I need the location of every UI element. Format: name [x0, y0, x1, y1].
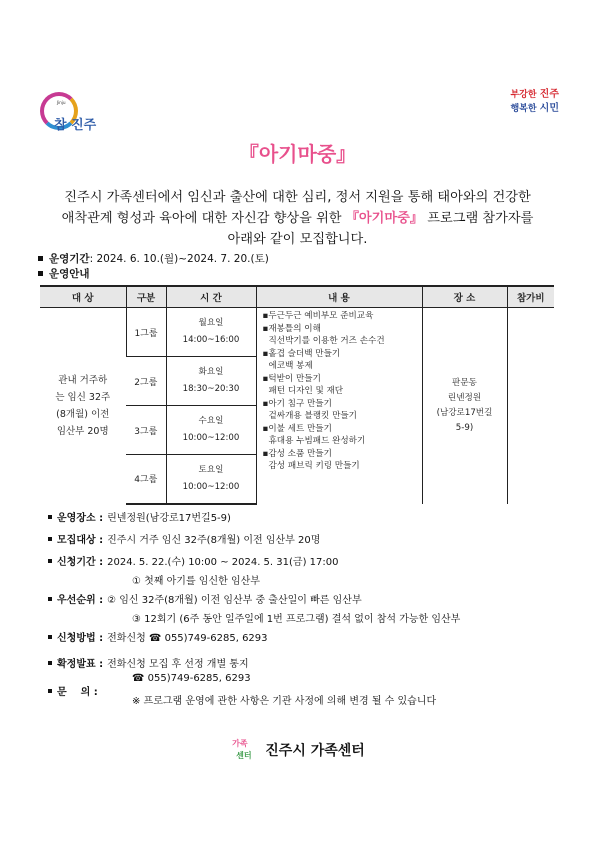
- target-line: 임산부 20명: [56, 425, 109, 437]
- content-sub: 겉싸개용 블랭킷 만들기: [268, 411, 357, 421]
- intro-line-2b: 프로그램 참가자를: [423, 211, 534, 226]
- place-cell: [422, 308, 507, 504]
- guide-section: [38, 266, 90, 281]
- logo-small-text: Jinju: [57, 100, 66, 105]
- info-apply: [48, 553, 338, 568]
- group-cell: 1그룹: [126, 308, 166, 357]
- table-row: [40, 308, 554, 357]
- target-line: 관내 거주하: [58, 374, 108, 386]
- header-time: 시 간: [166, 286, 256, 308]
- place-line: 린넨정원: [447, 392, 482, 403]
- target-cell: [40, 308, 126, 504]
- announce-label: 확정발표 :: [57, 659, 104, 670]
- logo-brand-text: 참 진주: [54, 118, 97, 133]
- notice-text: ※ 프로그램 운영에 관한 사항은 기관 사정에 의해 변경 될 수 있습니다: [132, 696, 437, 707]
- period-section: [38, 251, 269, 266]
- announce-value: 전화신청 모집 후 선정 개별 통지: [107, 659, 249, 670]
- content-item: ▪두근두근 예비부모 준비교육: [262, 311, 374, 321]
- header-group: 구분: [126, 286, 166, 308]
- fee-cell: [507, 308, 554, 504]
- family-center-logo: [230, 736, 258, 764]
- content-sub: 감성 패브릭 키링 만들기: [268, 461, 360, 471]
- bullet-square-icon: [48, 559, 52, 563]
- inquiry-phone: ☎ 055)749-6285, 6293: [132, 673, 251, 684]
- slogan-2b: 시민: [539, 103, 559, 114]
- target-line: (8개월) 이전: [56, 408, 110, 420]
- time-day: 월요일: [198, 318, 224, 328]
- content-item: ▪감성 소품 만들기: [262, 448, 332, 459]
- table-header-row: [40, 286, 554, 308]
- page-title: 『아기마중』: [238, 142, 357, 166]
- header-fee: 참가비: [507, 286, 554, 308]
- bullet-square-icon: [38, 271, 43, 276]
- info-inquiry: [48, 683, 98, 698]
- content-item: ▪턱받이 만들기: [262, 373, 321, 384]
- target-label: 모집대상 :: [57, 535, 104, 546]
- content-sub: 휴대용 누빔패드 완성하기: [268, 436, 366, 446]
- place-line: (남강로17번길: [436, 407, 493, 418]
- content-cell: [256, 308, 422, 504]
- info-method: [48, 629, 268, 644]
- target-value: 진주시 거주 임신 32주(8개월) 이전 임산부 20명: [107, 535, 321, 546]
- priority-3: ③ 12회기 (6주 동안 일주일에 1번 프로그램) 결석 없이 참석 가능한 임산부: [132, 614, 461, 625]
- intro-line-2a: 애착관계 형성과 육아에 대한 자신감 향상을 위한: [61, 211, 346, 226]
- intro-line-3: 아래와 같이 모집합니다.: [227, 232, 368, 247]
- city-slogan: [510, 88, 559, 116]
- intro-line-2: [30, 208, 565, 229]
- info-announce: [48, 655, 249, 670]
- program-table: [40, 285, 554, 505]
- time-day: 토요일: [198, 464, 224, 475]
- time-day: 화요일: [198, 367, 224, 377]
- bullet-square-icon: [48, 515, 52, 519]
- inquiry-label: 문 의 :: [57, 687, 98, 698]
- slogan-2a: 행복한: [510, 104, 537, 114]
- intro-text: [30, 187, 565, 250]
- intro-line-1: 진주시 가족센터에서 임신과 출산에 대한 심리, 정서 지원을 통해 태아와의 건강한: [64, 190, 531, 205]
- time-cell: [166, 357, 256, 406]
- info-target: [48, 531, 320, 546]
- time-day: 수요일: [198, 416, 224, 426]
- time-cell: [166, 406, 256, 455]
- time-range: 14:00~16:00: [182, 335, 240, 345]
- place-line: 판문동: [452, 377, 477, 388]
- group-cell: 4그룹: [126, 455, 166, 504]
- place-value: 린넨정원(남강로17번길5-9): [107, 513, 231, 524]
- info-place: [48, 509, 231, 524]
- priority-2: ② 임신 32주(8개월) 이전 임산부 중 출산일이 빠른 임산부: [107, 595, 362, 606]
- priority-1: ① 첫째 아기를 임신한 임산부: [132, 576, 260, 587]
- bullet-square-icon: [48, 661, 52, 665]
- period-label: 운영기간: [49, 253, 90, 265]
- center-name: 진주시 가족센터: [265, 743, 365, 759]
- time-range: 10:00~12:00: [182, 433, 240, 443]
- place-label: 운영장소 :: [57, 513, 104, 524]
- bullet-square-icon: [38, 256, 43, 261]
- content-item: ▪재봉틀의 이해: [262, 323, 321, 334]
- content-item: ▪홑겹 슬더백 만들기: [262, 348, 341, 359]
- content-sub: 에코백 봉제: [268, 361, 313, 371]
- logo-text-a: 가족: [232, 739, 248, 748]
- footer: [0, 736, 595, 764]
- apply-label: 신청기간 :: [57, 557, 104, 568]
- intro-highlight: 『아기마중』: [345, 211, 424, 226]
- period-value: : 2024. 6. 10.(월)~2024. 7. 20.(토): [89, 253, 269, 265]
- header-target: 대 상: [40, 286, 126, 308]
- jinju-city-logo: [40, 92, 102, 142]
- method-value: 전화신청 ☎ 055)749-6285, 6293: [107, 633, 268, 644]
- header-content: 내 용: [256, 286, 422, 308]
- logo-text-b: 센터: [236, 751, 252, 760]
- bullet-square-icon: [48, 537, 52, 541]
- guide-label: 운영안내: [49, 268, 90, 280]
- priority-label: 우선순위 :: [57, 595, 104, 606]
- target-line: 는 임신 32주: [55, 391, 111, 403]
- slogan-line-1: [510, 88, 559, 102]
- info-priority: [48, 591, 362, 606]
- group-cell: 3그룹: [126, 406, 166, 455]
- bullet-square-icon: [48, 689, 52, 693]
- slogan-line-2: [510, 102, 559, 116]
- apply-value: 2024. 5. 22.(수) 10:00 ~ 2024. 5. 31(금) 17:00: [107, 557, 339, 568]
- bullet-square-icon: [48, 635, 52, 639]
- content-sub: 직선박기를 이용한 거즈 손수건: [268, 336, 385, 346]
- header-place: 장 소: [422, 286, 507, 308]
- group-cell: 2그룹: [126, 357, 166, 406]
- slogan-1a: 부강한: [510, 90, 537, 100]
- time-range: 18:30~20:30: [182, 384, 240, 394]
- method-label: 신청방법 :: [57, 633, 104, 644]
- place-line: 5-9): [455, 422, 474, 433]
- slogan-1b: 진주: [539, 89, 559, 100]
- content-item: ▪아기 침구 만들기: [262, 398, 332, 409]
- time-range: 10:00~12:00: [182, 481, 240, 492]
- bullet-square-icon: [48, 597, 52, 601]
- time-cell: [166, 455, 256, 504]
- time-cell: [166, 308, 256, 357]
- content-sub: 패턴 디자인 및 재단: [268, 386, 344, 396]
- content-item: ▪이불 세트 만들기: [262, 423, 332, 434]
